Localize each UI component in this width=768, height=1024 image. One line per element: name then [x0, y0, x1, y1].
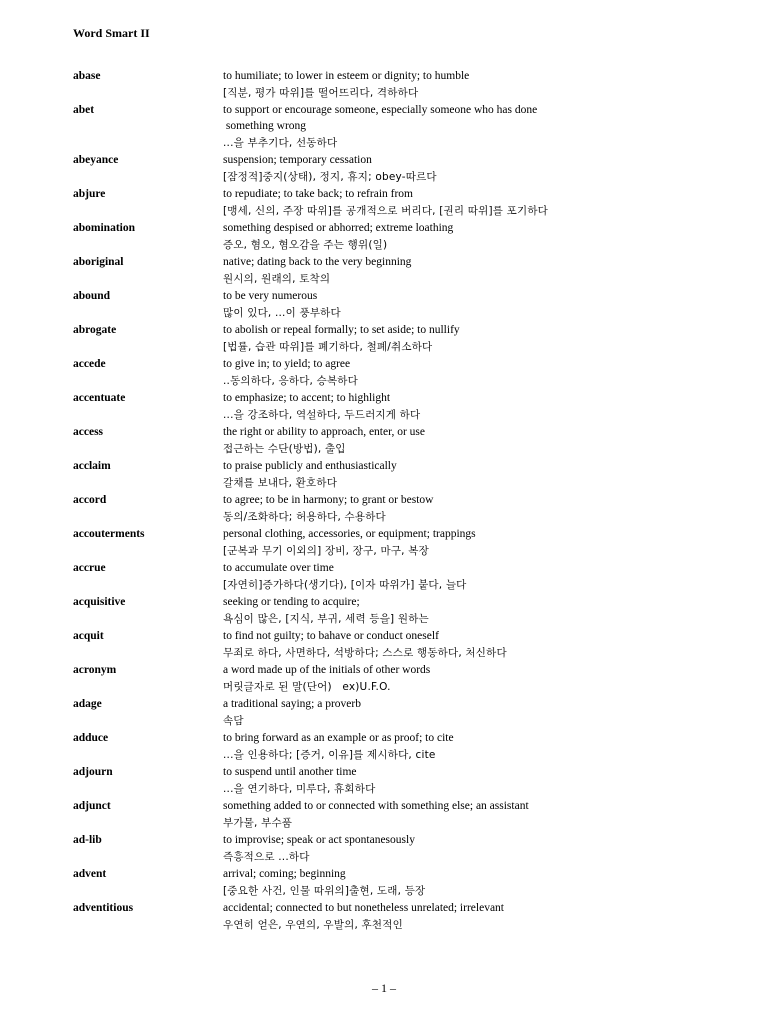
entry-word: abeyance	[73, 154, 119, 166]
entry-definitions	[223, 662, 743, 696]
entry-word: acquit	[73, 630, 104, 642]
entry-definition: to be very numerous	[223, 290, 318, 302]
entry-definitions	[223, 356, 743, 390]
entry-korean-definition: 원시의, 원래의, 토착의	[223, 273, 331, 285]
entry-definitions	[223, 68, 743, 102]
entry-word: abrogate	[73, 324, 117, 336]
entry-abeyance	[73, 152, 743, 186]
entry-definitions	[223, 832, 743, 866]
entry-accrue	[73, 560, 743, 594]
entry-definitions	[223, 254, 743, 288]
entry-definitions	[223, 492, 743, 526]
entry-definition: a traditional saying; a proverb	[223, 698, 361, 710]
entry-definitions	[223, 628, 743, 662]
entry-ad-lib	[73, 832, 743, 866]
entry-korean-definition: ...을 부추기다, 선동하다	[223, 137, 338, 149]
entry-definition: to accumulate over time	[223, 562, 334, 574]
entry-accord	[73, 492, 743, 526]
entry-word: adduce	[73, 732, 109, 744]
entry-word: access	[73, 426, 104, 438]
entry-word: accord	[73, 494, 107, 506]
entry-word: adage	[73, 698, 102, 710]
entry-definition: to repudiate; to take back; to refrain from	[223, 188, 413, 200]
entry-definition: to abolish or repeal formally; to set aside; to nullify	[223, 324, 460, 336]
entry-word: acronym	[73, 664, 117, 676]
entry-definitions	[223, 764, 743, 798]
entry-korean-definition: [잠정적]중지(상태), 정지, 휴지; obey-따르다	[223, 171, 437, 183]
entry-definition: to improvise; speak or act spontanesously	[223, 834, 415, 846]
entry-korean-definition: 부가물, 부수품	[223, 817, 293, 829]
entry-definitions	[223, 458, 743, 492]
entry-definitions	[223, 288, 743, 322]
entry-definitions	[223, 322, 743, 356]
entry-word: adjourn	[73, 766, 113, 778]
entry-definition: to support or encourage someone, especially someone who has done	[223, 104, 538, 116]
entry-access	[73, 424, 743, 458]
entry-word: aboriginal	[73, 256, 124, 268]
entry-definitions	[223, 186, 743, 220]
entry-acquisitive	[73, 594, 743, 628]
entry-korean-definition: ...을 연기하다, 미루다, 휴회하다	[223, 783, 376, 795]
entry-definitions	[223, 220, 743, 254]
entry-definitions	[223, 730, 743, 764]
page-title: Word Smart II	[73, 26, 150, 40]
entry-korean-definition: [직분, 평가 따위]를 떨어뜨리다, 격하하다	[223, 87, 419, 99]
entry-abase	[73, 68, 743, 102]
entry-definition: seeking or tending to acquire;	[223, 596, 360, 608]
entry-definition: the right or ability to approach, enter, or use	[223, 426, 426, 438]
entry-accede	[73, 356, 743, 390]
entry-definitions	[223, 390, 743, 424]
entry-acquit	[73, 628, 743, 662]
entry-definition: to give in; to yield; to agree	[223, 358, 351, 370]
entry-korean-definition: ...을 인용하다; [증거, 이유]를 제시하다, cite	[223, 749, 436, 761]
entry-word: adventitious	[73, 902, 134, 914]
entry-definitions	[223, 594, 743, 628]
entry-word: accouterments	[73, 528, 145, 540]
entry-definition: accidental; connected to but nonetheless unrelated; irrelevant	[223, 902, 504, 914]
entry-abound	[73, 288, 743, 322]
entry-korean-definition: [자연히]증가하다(생기다), [이자 따위가] 붙다, 늘다	[223, 579, 467, 591]
entry-abrogate	[73, 322, 743, 356]
entry-korean-definition: [법률, 습관 따위]를 폐기하다, 철폐/취소하다	[223, 341, 433, 353]
entry-definition: to bring forward as an example or as proof; to cite	[223, 732, 454, 744]
entry-abjure	[73, 186, 743, 220]
entry-korean-definition: ..동의하다, 응하다, 승복하다	[223, 375, 358, 387]
entry-acronym	[73, 662, 743, 696]
entry-korean-definition: 갈채를 보내다, 환호하다	[223, 477, 338, 489]
entry-definitions	[223, 560, 743, 594]
entry-word: advent	[73, 868, 107, 880]
entry-definitions	[223, 152, 743, 186]
entry-word: adjunct	[73, 800, 111, 812]
entry-definitions	[223, 424, 743, 458]
page-number: – 1 –	[372, 981, 396, 995]
entry-list	[73, 68, 743, 934]
entry-adduce	[73, 730, 743, 764]
entry-definition: arrival; coming; beginning	[223, 868, 346, 880]
entry-definition-continued: something wrong	[223, 120, 307, 132]
entry-definitions	[223, 102, 743, 152]
entry-definitions	[223, 798, 743, 832]
entry-acclaim	[73, 458, 743, 492]
entry-definition: something added to or connected with something else; an assistant	[223, 800, 529, 812]
entry-definition: to suspend until another time	[223, 766, 357, 778]
entry-korean-definition: 증오, 혐오, 혐오감을 주는 행위(일)	[223, 239, 388, 251]
entry-abet	[73, 102, 743, 152]
entry-korean-definition: 동의/조화하다; 허용하다, 수용하다	[223, 511, 386, 523]
entry-korean-definition: 무죄로 하다, 사면하다, 석방하다; 스스로 행동하다, 처신하다	[223, 647, 507, 659]
entry-word: accentuate	[73, 392, 126, 404]
entry-definition: to emphasize; to accent; to highlight	[223, 392, 391, 404]
entry-word: abet	[73, 104, 95, 116]
entry-korean-definition: 욕심이 많은, [지식, 부귀, 세력 등을] 원하는	[223, 613, 429, 625]
entry-word: accede	[73, 358, 106, 370]
entry-definition: something despised or abhorred; extreme loathing	[223, 222, 454, 234]
entry-definitions	[223, 526, 743, 560]
entry-korean-definition: 많이 있다, ...이 풍부하다	[223, 307, 341, 319]
entry-definition: to find not guilty; to bahave or conduct oneself	[223, 630, 439, 642]
entry-adventitious	[73, 900, 743, 934]
entry-korean-definition: 즉흥적으로 ...하다	[223, 851, 310, 863]
entry-korean-definition: 머릿글자로 된 말(단어) ex)U.F.O.	[223, 681, 391, 693]
entry-definitions	[223, 866, 743, 900]
entry-word: abound	[73, 290, 111, 302]
entry-word: abjure	[73, 188, 106, 200]
entry-definition: to humiliate; to lower in esteem or dignity; to humble	[223, 70, 470, 82]
entry-adjourn	[73, 764, 743, 798]
entry-abomination	[73, 220, 743, 254]
entry-word: abase	[73, 70, 101, 82]
entry-word: accrue	[73, 562, 106, 574]
entry-korean-definition: ...을 강조하다, 역설하다, 두드러지게 하다	[223, 409, 421, 421]
entry-korean-definition: 접근하는 수단(방법), 출입	[223, 443, 346, 455]
entry-definition: to agree; to be in harmony; to grant or bestow	[223, 494, 434, 506]
entry-accentuate	[73, 390, 743, 424]
entry-korean-definition: 속담	[223, 715, 244, 727]
entry-word: acclaim	[73, 460, 111, 472]
entry-definition: personal clothing, accessories, or equipment; trappings	[223, 528, 476, 540]
entry-definition: a word made up of the initials of other words	[223, 664, 431, 676]
entry-korean-definition: [맹세, 신의, 주장 따위]를 공개적으로 버리다, [권리 따위]를 포기하다	[223, 205, 549, 217]
entry-definition: native; dating back to the very beginning	[223, 256, 412, 268]
entry-adjunct	[73, 798, 743, 832]
entry-aboriginal	[73, 254, 743, 288]
entry-korean-definition: 우연히 얻은, 우연의, 우발의, 후천적인	[223, 919, 403, 931]
entry-accouterments	[73, 526, 743, 560]
entry-definitions	[223, 900, 743, 934]
entry-adage	[73, 696, 743, 730]
entry-definitions	[223, 696, 743, 730]
entry-definition: suspension; temporary cessation	[223, 154, 372, 166]
entry-advent	[73, 866, 743, 900]
entry-word: ad-lib	[73, 834, 102, 846]
entry-word: acquisitive	[73, 596, 126, 608]
entry-word: abomination	[73, 222, 135, 234]
entry-korean-definition: [중요한 사건, 인물 따위의]출현, 도래, 등장	[223, 885, 426, 897]
entry-definition: to praise publicly and enthusiastically	[223, 460, 397, 472]
entry-korean-definition: [군복과 무기 이외의] 장비, 장구, 마구, 복장	[223, 545, 429, 557]
